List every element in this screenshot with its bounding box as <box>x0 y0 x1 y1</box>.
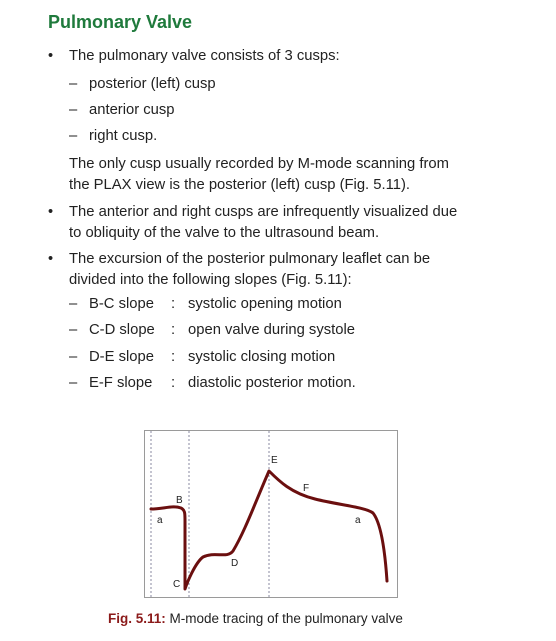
bullet-marker: • <box>48 48 54 64</box>
slope-desc-de: systolic closing motion <box>188 349 336 365</box>
slope-colon: : <box>171 349 176 365</box>
section-title: Pulmonary Valve <box>48 12 193 32</box>
bullet-1-line-1: The pulmonary valve consists of 3 cusps: <box>69 48 340 64</box>
point-label-f: F <box>303 483 310 494</box>
cusp-item-right: right cusp. <box>89 128 158 144</box>
slope-name-bc: B-C slope <box>89 296 154 312</box>
bullet-marker: • <box>48 204 54 220</box>
dash-marker: – <box>69 102 78 118</box>
dash-marker: – <box>69 76 78 92</box>
bullet-2-line-2: to obliquity of the valve to the ultrasound beam. <box>69 225 380 241</box>
bullet-3-line-2: divided into the following slopes (Fig. 5.11): <box>69 272 352 288</box>
dash-marker: – <box>69 128 78 144</box>
point-label-c: C <box>173 579 181 590</box>
mmode-tracing-svg <box>145 431 397 597</box>
slope-colon: : <box>171 375 176 391</box>
slope-name-cd: C-D slope <box>89 322 155 338</box>
dash-marker: – <box>69 296 78 312</box>
mmode-figure <box>144 430 398 598</box>
dash-marker: – <box>69 375 78 391</box>
slope-name-ef: E-F slope <box>89 375 153 391</box>
slope-desc-cd: open valve during systole <box>188 322 355 338</box>
figure-caption <box>108 611 403 626</box>
figure-caption-label: Fig. 5.11: <box>108 611 166 626</box>
slope-desc-ef: diastolic posterior motion. <box>188 375 356 391</box>
dash-marker: – <box>69 349 78 365</box>
bullet-3-line-1: The excursion of the posterior pulmonary leaflet can be <box>69 251 431 267</box>
dash-marker: – <box>69 322 78 338</box>
bullet-1-note-line-1: The only cusp usually recorded by M-mode scanning from <box>69 156 449 172</box>
slope-colon: : <box>171 322 176 338</box>
bullet-2-line-1: The anterior and right cusps are infrequently visualized due <box>69 204 458 220</box>
point-label-e: E <box>271 455 278 466</box>
cusp-item-posterior: posterior (left) cusp <box>89 76 216 92</box>
bullet-1-note-line-2: the PLAX view is the posterior (left) cusp (Fig. 5.11). <box>69 177 411 193</box>
bullet-marker: • <box>48 251 54 267</box>
point-label-d: D <box>231 558 239 569</box>
point-label-b: B <box>176 495 183 506</box>
figure-caption-text: M-mode tracing of the pulmonary valve <box>165 611 403 626</box>
slope-name-de: D-E slope <box>89 349 154 365</box>
cusp-item-anterior: anterior cusp <box>89 102 175 118</box>
point-label-a2: a <box>355 515 361 526</box>
slope-desc-bc: systolic opening motion <box>188 296 342 312</box>
point-label-a1: a <box>157 515 163 526</box>
slope-colon: : <box>171 296 176 312</box>
